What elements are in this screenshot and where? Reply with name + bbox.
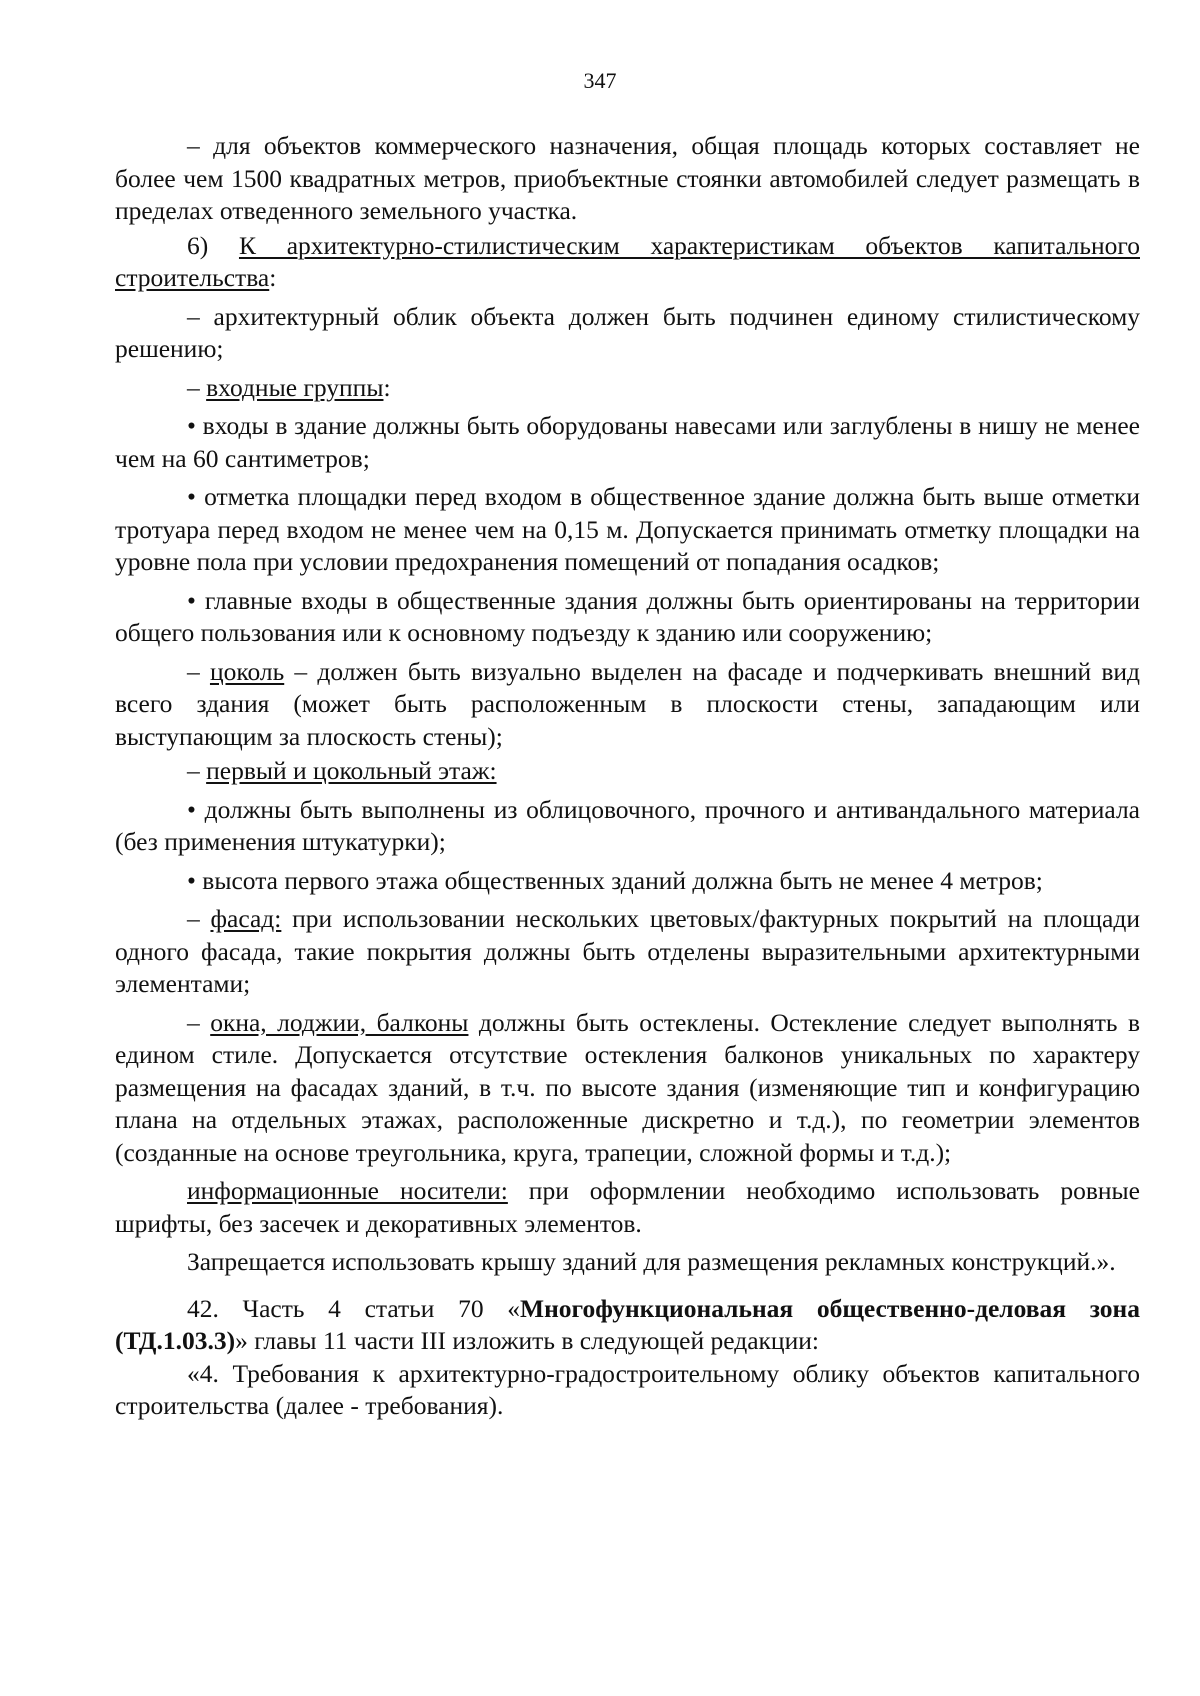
paragraph-entrance-groups	[115, 372, 1140, 405]
dash-prefix: –	[187, 756, 207, 785]
paragraph-facade	[115, 903, 1140, 1001]
dash-prefix: –	[187, 1007, 211, 1037]
zone-name-bold: Многофункциональная общественно-деловая зона (ТД.1.03.3)	[115, 1293, 1140, 1355]
term-entrance-groups: входные группы	[206, 372, 384, 402]
bullet-facing-material: • должны быть выполнены из облицовочного, прочного и антивандального материала (без применения штукатурки);	[115, 794, 1140, 856]
part-42-prefix: 42. Часть 4 статьи 70 «	[187, 1293, 521, 1323]
windows-text: должны быть остеклены. Остекление следует выполнять в едином стиле. Допускается отсутствие остекления балконов уникальных по характеру размещения на фасадах зданий, в т.ч. по высоте здания (изменяющие тип и конфигурацию плана на отдельных этажах, расположенные дискретно и т.д.), по геометрии элементов (созданные на основе треугольника, круга, трапеции, сложной формы и т.д.);	[115, 1007, 1140, 1167]
bullet-main-entrances: • главные входы в общественные здания должны быть ориентированы на территории общего пользования или к основному подъезду к зданию или сооружению;	[115, 585, 1140, 647]
list-number: 6)	[187, 230, 239, 260]
term-first-floor: первый и цокольный этаж:	[206, 756, 497, 785]
page-number: 347	[583, 68, 617, 93]
bullet-entrance-elevation: • отметка площадки перед входом в общественное здание должна быть выше отметки тротуара перед входом не менее чем на 0,15 м. Допускается принимать отметку площадки на уровне пола при условии предохранения помещений от попадания осадков;	[115, 482, 1140, 576]
dash-prefix: –	[187, 904, 211, 933]
part-42-suffix: » главы 11 части III изложить в следующей редакции:	[235, 1326, 819, 1355]
info-carriers-text: при оформлении необходимо использовать ровные шрифты, без засечек и декоративных элементов.	[115, 1176, 1140, 1238]
term-info-carriers: информационные носители:	[187, 1176, 508, 1205]
paragraph-requirements-4: «4. Требования к архитектурно-градостроительному облику объектов капитального строительства (далее - требования).	[115, 1358, 1140, 1420]
bullet-first-floor-height: • высота первого этажа общественных зданий должна быть не менее 4 метров;	[187, 865, 1043, 895]
paragraph-first-floor	[115, 755, 1140, 788]
bullet-entrance-canopies: • входы в здание должны быть оборудованы навесами или заглублены в нишу не менее чем на 60 сантиметров;	[115, 411, 1140, 473]
section-heading-underlined: К архитектурно-стилистическим характеристикам объектов капитального строительства	[115, 230, 1140, 292]
facade-text: при использовании нескольких цветовых/фактурных покрытий на площади одного фасада, такие покрытия должны быть отделены выразительными архитектурными элементами;	[115, 904, 1140, 998]
text-colon: :	[383, 372, 391, 402]
paragraph-info-carriers	[115, 1175, 1140, 1240]
text-colon: :	[269, 263, 277, 292]
paragraph-commercial-parking: – для объектов коммерческого назначения, общая площадь которых составляет не более чем 1500 квадратных метров, приобъектные стоянки автомобилей следует размещать в пределах отведенного земельного участка.	[115, 131, 1140, 225]
paragraph-roof-ads: Запрещается использовать крышу зданий для размещения рекламных конструкций.».	[187, 1247, 1116, 1276]
paragraph-architectural-characteristics	[115, 230, 1140, 295]
paragraph-part-42	[115, 1293, 1140, 1358]
paragraph-appearance: – архитектурный облик объекта должен быть подчинен единому стилистическому решению;	[115, 301, 1140, 363]
term-plinth: цоколь	[209, 656, 285, 686]
term-windows-balconies: окна, лоджии, балконы	[210, 1007, 469, 1037]
dash-prefix: –	[187, 656, 210, 686]
plinth-text: – должен быть визуально выделен на фасаде и подчеркивать внешний вид всего здания (может быть расположенным в плоскости стены, западающим или выступающим за плоскость стены);	[115, 656, 1141, 751]
paragraph-plinth	[115, 656, 1140, 754]
paragraph-windows-balconies	[115, 1007, 1140, 1170]
document-body	[115, 130, 1140, 1423]
term-facade: фасад:	[210, 904, 282, 933]
dash-prefix: –	[187, 372, 207, 402]
